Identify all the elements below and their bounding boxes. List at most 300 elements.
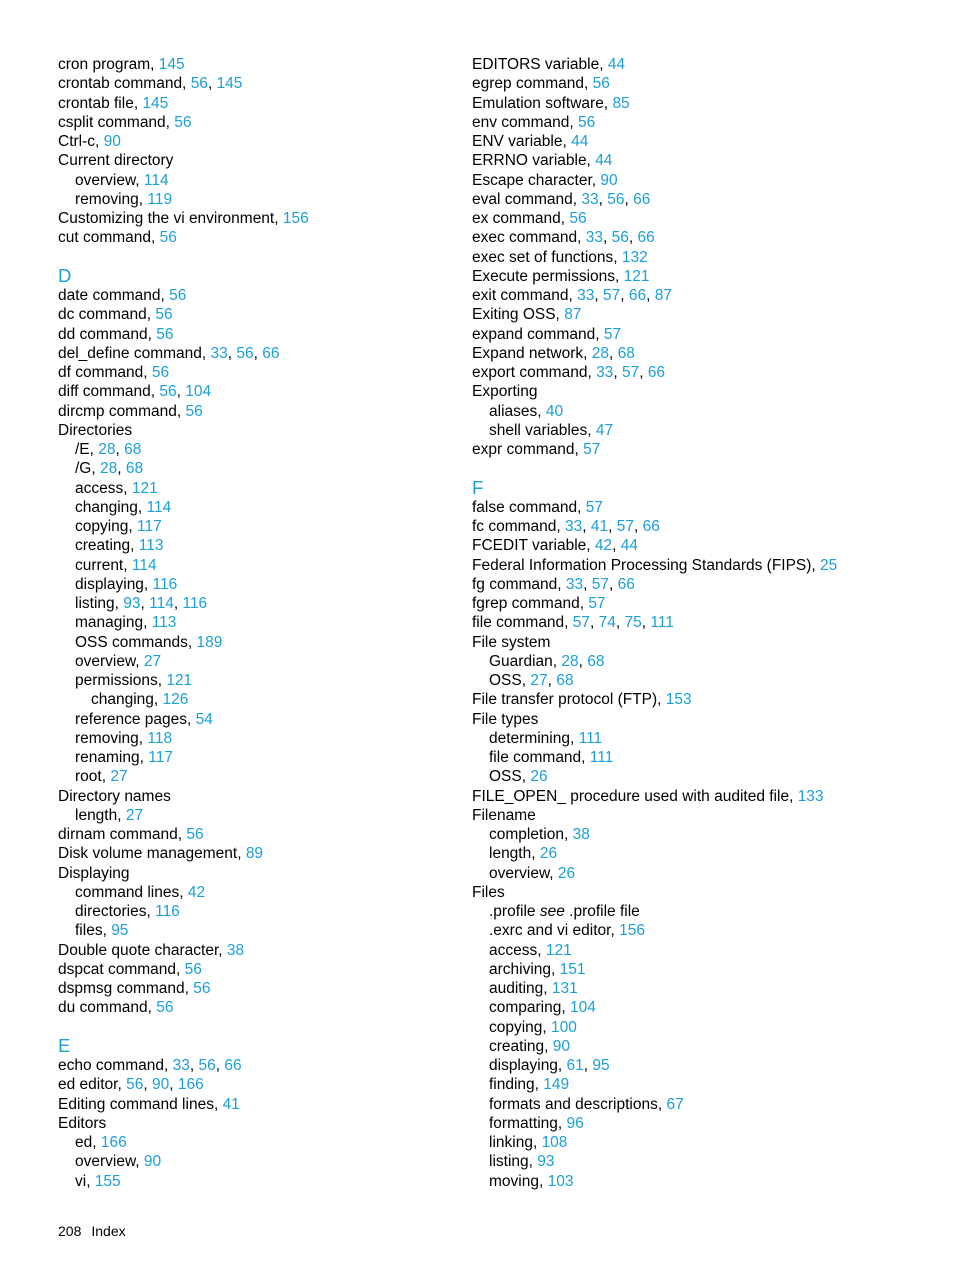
index-term: egrep command,	[472, 75, 593, 93]
page-link[interactable]: 95	[111, 922, 129, 940]
page-link[interactable]: 28	[591, 344, 610, 362]
index-term: env command,	[472, 113, 578, 131]
page-link[interactable]: 56	[569, 210, 587, 227]
page-link[interactable]: 67	[666, 1095, 684, 1113]
page-link[interactable]: 27	[143, 652, 162, 670]
page-separator: ,	[620, 287, 629, 304]
page-link[interactable]: 103	[547, 1172, 574, 1190]
page-link[interactable]: 87	[654, 287, 672, 304]
index-entry	[472, 344, 912, 363]
page-link[interactable]: 56	[159, 229, 177, 247]
index-entry	[472, 1037, 912, 1056]
index-entry	[472, 94, 912, 113]
page-link[interactable]: 95	[592, 1057, 610, 1074]
index-term: diff command,	[58, 383, 160, 401]
index-term: csplit command,	[58, 113, 175, 131]
index-letter-heading: E	[58, 1035, 71, 1056]
page-link[interactable]: 41	[222, 1095, 240, 1113]
page-separator: ,	[143, 1076, 152, 1094]
page-link[interactable]: 28	[99, 460, 118, 478]
index-term: df command,	[58, 364, 152, 381]
index-term: echo command,	[58, 1057, 173, 1074]
page-link[interactable]: 57	[621, 364, 640, 381]
index-entry	[58, 94, 478, 113]
page-separator: ,	[628, 229, 638, 247]
page-separator: ,	[583, 575, 592, 593]
index-entry	[472, 286, 912, 305]
page-link[interactable]: 33	[172, 1057, 190, 1074]
index-term: Exporting	[472, 383, 538, 401]
index-entry	[58, 344, 478, 363]
page-link[interactable]: 56	[236, 344, 254, 362]
page-link[interactable]: 57	[591, 575, 610, 593]
index-entry	[58, 825, 478, 844]
index-term: Filename	[472, 806, 536, 824]
index-entry	[58, 440, 478, 459]
index-entry	[472, 382, 912, 401]
page-link[interactable]: 56	[611, 229, 629, 247]
index-entry	[472, 556, 912, 575]
page-link[interactable]: 40	[545, 402, 564, 420]
page-separator: ,	[639, 364, 648, 381]
index-entry	[58, 633, 478, 652]
page-link[interactable]: 114	[146, 498, 172, 516]
page-link[interactable]: 121	[545, 941, 572, 959]
page-link[interactable]: 26	[557, 864, 576, 882]
page-number: 208	[58, 1223, 82, 1239]
page-link[interactable]: 56	[169, 287, 187, 304]
index-entry	[472, 421, 912, 440]
index-term: archiving,	[489, 960, 560, 978]
page-link[interactable]: 56	[151, 364, 170, 381]
page-link[interactable]: 33	[565, 575, 584, 593]
page-link[interactable]: 56	[174, 113, 192, 131]
page-link[interactable]: 57	[616, 518, 635, 535]
page-link[interactable]: 44	[571, 133, 589, 150]
page-separator: ,	[594, 287, 603, 304]
index-term: FILE_OPEN_ procedure used with audited file,	[472, 787, 798, 805]
page-link[interactable]: 57	[602, 287, 621, 304]
index-term: exec command,	[472, 229, 586, 247]
page-link[interactable]: 66	[262, 344, 280, 362]
index-term: shell variables,	[489, 421, 596, 439]
index-term: moving,	[489, 1172, 548, 1190]
page-link[interactable]: 114	[149, 595, 174, 612]
index-term: removing,	[75, 190, 148, 208]
page-link[interactable]: 121	[131, 479, 158, 497]
page-link[interactable]: 116	[155, 903, 180, 920]
index-term: expand command,	[472, 325, 604, 343]
index-term: fc command,	[472, 518, 566, 535]
index-term: reference pages,	[75, 710, 196, 728]
page-link[interactable]: 56	[607, 190, 625, 208]
index-term: Files	[472, 883, 505, 901]
see-reference: see	[539, 903, 565, 920]
index-entry	[58, 286, 478, 305]
index-term: dircmp command,	[58, 402, 186, 420]
page-link[interactable]: 27	[530, 672, 548, 689]
index-entry	[58, 209, 478, 228]
page-separator: ,	[613, 364, 622, 381]
index-term: finding,	[489, 1076, 544, 1094]
index-term: Double quote character,	[58, 941, 227, 959]
index-term: Current directory	[58, 152, 174, 170]
page-link[interactable]: 90	[552, 1037, 571, 1055]
page-link[interactable]: 66	[647, 364, 666, 381]
index-term: Disk volume management,	[58, 845, 246, 863]
page-link[interactable]: 54	[195, 710, 213, 728]
index-entry	[472, 941, 912, 960]
page-link[interactable]: 145	[158, 56, 185, 73]
page-link[interactable]: 145	[216, 75, 243, 93]
page-link[interactable]: 118	[147, 729, 173, 747]
page-link[interactable]: 116	[152, 575, 178, 593]
page-link[interactable]: 56	[185, 402, 203, 420]
index-entry	[58, 883, 478, 902]
index-term: creating,	[489, 1037, 553, 1055]
index-term: FCEDIT variable,	[472, 537, 595, 555]
index-entry	[58, 787, 478, 806]
page-link[interactable]: 33	[565, 518, 583, 535]
page-link[interactable]: 42	[594, 537, 613, 555]
index-term: dd command,	[58, 325, 157, 343]
index-term: overview,	[75, 652, 144, 670]
index-term: ex command,	[472, 210, 570, 227]
index-entry	[58, 960, 478, 979]
page-link[interactable]: 111	[589, 749, 614, 766]
page-link[interactable]: 44	[620, 537, 639, 555]
index-term: dspmsg command,	[58, 980, 194, 997]
index-entry	[472, 1114, 912, 1133]
index-entry	[58, 498, 478, 517]
page-link[interactable]: 61	[566, 1057, 584, 1074]
index-term: export command,	[472, 364, 597, 381]
page-link[interactable]: 41	[590, 518, 609, 535]
index-term: ERRNO variable,	[472, 152, 596, 170]
index-entry	[58, 979, 478, 998]
page-link[interactable]: 56	[190, 75, 208, 93]
page-separator: ,	[609, 575, 618, 593]
see-target: .profile file	[564, 903, 640, 920]
index-entry	[472, 151, 912, 170]
index-term: .profile	[489, 903, 540, 920]
index-entry	[472, 1056, 912, 1075]
index-term: false command,	[472, 498, 586, 516]
page-link[interactable]: 96	[566, 1114, 584, 1132]
page-link[interactable]: 90	[151, 1076, 170, 1094]
page-link[interactable]: 56	[155, 306, 173, 324]
page-link[interactable]: 85	[612, 94, 630, 112]
page-separator: ,	[176, 383, 186, 401]
index-term: cron program,	[58, 56, 159, 73]
index-entry	[58, 55, 478, 74]
index-entry	[472, 864, 912, 883]
page-link[interactable]: 113	[138, 537, 164, 555]
index-entry	[472, 690, 912, 709]
page-link[interactable]: 90	[600, 171, 618, 189]
index-term: vi,	[75, 1172, 95, 1190]
index-term: Guardian,	[489, 652, 562, 670]
index-entry	[472, 1095, 912, 1114]
index-entry	[472, 883, 912, 902]
page-link[interactable]: 68	[124, 441, 142, 458]
page-link[interactable]: 156	[619, 922, 645, 940]
index-term: comparing,	[489, 999, 570, 1017]
page-separator: ,	[215, 1057, 225, 1074]
page-link[interactable]: 145	[142, 94, 169, 112]
page-link[interactable]: 166	[177, 1076, 204, 1094]
index-term: cut command,	[58, 229, 160, 247]
page-link[interactable]: 44	[607, 56, 626, 73]
index-entry	[472, 248, 912, 267]
index-entry	[472, 825, 912, 844]
index-term: auditing,	[489, 980, 552, 997]
page-link[interactable]: 108	[541, 1134, 568, 1151]
index-term: EDITORS variable,	[472, 56, 608, 73]
index-entry	[472, 190, 912, 209]
index-entry	[472, 55, 912, 74]
page-link[interactable]: 44	[595, 152, 613, 170]
page-link[interactable]: 151	[559, 960, 586, 978]
index-entry	[58, 613, 478, 632]
index-entry	[58, 998, 478, 1017]
page-link[interactable]: 121	[166, 672, 193, 689]
page-link[interactable]: 132	[621, 248, 648, 266]
page-link[interactable]: 74	[598, 614, 616, 632]
page-link[interactable]: 189	[196, 633, 223, 651]
page-link[interactable]: 33	[581, 190, 599, 208]
page-link[interactable]: 149	[543, 1076, 570, 1094]
index-term: creating,	[75, 537, 139, 555]
index-term: Displaying	[58, 864, 130, 882]
page-link[interactable]: 56	[592, 75, 610, 93]
page-link[interactable]: 33	[210, 344, 228, 362]
page-link[interactable]: 66	[642, 518, 660, 535]
page-separator: ,	[115, 441, 125, 458]
index-term: fgrep command,	[472, 595, 589, 612]
index-term: listing,	[75, 595, 124, 612]
index-term: renaming,	[75, 749, 149, 766]
index-term: dc command,	[58, 306, 156, 324]
page-link[interactable]: 56	[156, 325, 174, 343]
index-entry	[58, 382, 478, 401]
page-link[interactable]: 87	[564, 306, 582, 324]
index-column-left	[58, 55, 478, 1191]
page-link[interactable]: 75	[624, 614, 642, 632]
page-link[interactable]: 104	[185, 383, 212, 401]
index-term: access,	[75, 479, 132, 497]
page-link[interactable]: 33	[596, 364, 614, 381]
page-link[interactable]: 57	[572, 614, 591, 632]
index-term: du command,	[58, 999, 157, 1017]
index-term: managing,	[75, 614, 152, 632]
index-entry	[58, 1172, 478, 1191]
index-term: Customizing the vi environment,	[58, 210, 283, 227]
page-link[interactable]: 68	[617, 344, 635, 362]
index-term: directories,	[75, 903, 156, 920]
index-term: changing,	[75, 498, 147, 516]
page-link[interactable]: 68	[587, 652, 605, 670]
page-link[interactable]: 56	[193, 980, 211, 997]
index-entry	[58, 325, 478, 344]
page-link[interactable]: 56	[184, 960, 202, 978]
page-link[interactable]: 57	[583, 441, 601, 458]
index-term: file command,	[489, 749, 590, 766]
page-link[interactable]: 133	[797, 787, 824, 805]
index-entry	[472, 1133, 912, 1152]
index-term: Federal Information Processing Standards (FIPS),	[472, 556, 821, 574]
page-separator: ,	[634, 518, 643, 535]
index-entry	[472, 729, 912, 748]
page-footer	[58, 1222, 136, 1240]
index-term: removing,	[75, 729, 148, 747]
index-term: copying,	[75, 518, 138, 535]
index-entry	[58, 729, 478, 748]
page-link[interactable]: 111	[650, 614, 674, 632]
index-entry	[58, 748, 478, 767]
page-separator: ,	[173, 595, 183, 612]
page-link[interactable]: 66	[637, 229, 655, 247]
index-entry	[472, 902, 912, 921]
index-entry	[58, 228, 478, 247]
index-term: length,	[75, 806, 126, 824]
index-entry	[58, 671, 478, 690]
page-link[interactable]: 56	[198, 1057, 216, 1074]
index-entry	[472, 671, 912, 690]
page-link[interactable]: 90	[143, 1153, 162, 1171]
index-entry	[472, 440, 912, 459]
page-separator: ,	[140, 595, 150, 612]
page-link[interactable]: 66	[633, 190, 651, 208]
page-link[interactable]: 33	[577, 287, 595, 304]
page-link[interactable]: 56	[126, 1076, 144, 1094]
index-entry	[472, 652, 912, 671]
page-link[interactable]: 57	[588, 595, 606, 612]
index-entry	[58, 151, 478, 170]
page-link[interactable]: 93	[537, 1153, 555, 1171]
index-entry	[58, 363, 478, 382]
index-term: eval command,	[472, 190, 582, 208]
page-separator: ,	[612, 537, 621, 555]
page-link[interactable]: 104	[569, 999, 596, 1017]
index-entry	[472, 575, 912, 594]
page-link[interactable]: 126	[162, 691, 189, 709]
index-entry	[472, 498, 912, 517]
page-link[interactable]: 90	[103, 133, 121, 150]
index-entry	[58, 902, 478, 921]
page-link[interactable]: 33	[585, 229, 603, 247]
page-link[interactable]: 28	[98, 441, 116, 458]
index-term: Exiting OSS,	[472, 306, 565, 324]
page-link[interactable]: 27	[125, 806, 144, 824]
page-separator: ,	[608, 518, 617, 535]
index-entry	[472, 305, 912, 324]
page-link[interactable]: 156	[282, 210, 309, 227]
index-entry	[472, 921, 912, 940]
page-link[interactable]: 117	[137, 518, 162, 535]
index-term: determining,	[489, 729, 579, 747]
page-link[interactable]: 166	[100, 1134, 127, 1151]
page-separator: ,	[602, 229, 612, 247]
index-entry	[58, 74, 478, 93]
page-link[interactable]: 28	[561, 652, 579, 670]
index-entry	[472, 1075, 912, 1094]
page-link[interactable]: 56	[186, 826, 204, 843]
page-link[interactable]: 100	[551, 1018, 577, 1036]
page-link[interactable]: 153	[665, 691, 692, 709]
page-link[interactable]: 56	[156, 999, 174, 1017]
index-term: command lines,	[75, 883, 188, 901]
page-link[interactable]: 131	[551, 980, 578, 997]
index-entry	[472, 806, 912, 825]
page-link[interactable]: 56	[159, 383, 177, 401]
page-link[interactable]: 113	[151, 614, 177, 632]
page-link[interactable]: 68	[556, 672, 574, 689]
index-entry	[472, 228, 912, 247]
page-link[interactable]: 25	[820, 556, 838, 574]
index-entry	[472, 613, 912, 632]
index-term: File system	[472, 633, 551, 651]
page-link[interactable]: 155	[94, 1172, 121, 1190]
page-link[interactable]: 66	[628, 287, 647, 304]
index-term: copying,	[489, 1018, 552, 1036]
page-separator: ,	[189, 1057, 199, 1074]
page-link[interactable]: 38	[226, 941, 245, 959]
index-term: displaying,	[489, 1057, 567, 1074]
page-link[interactable]: 42	[187, 883, 206, 901]
page-link[interactable]: 26	[530, 768, 548, 786]
page-separator: ,	[227, 344, 237, 362]
page-link[interactable]: 66	[224, 1057, 242, 1074]
index-entry	[472, 1152, 912, 1171]
page-separator: ,	[624, 190, 634, 208]
page-link[interactable]: 47	[595, 421, 614, 439]
index-term: exec set of functions,	[472, 248, 622, 266]
page-link[interactable]: 114	[143, 171, 169, 189]
page-link[interactable]: 121	[623, 267, 650, 285]
index-entry	[472, 1018, 912, 1037]
index-term: formatting,	[489, 1114, 567, 1132]
index-term: OSS,	[489, 672, 531, 689]
page-link[interactable]: 89	[245, 845, 264, 863]
index-term: expr command,	[472, 441, 584, 458]
page-separator: ,	[615, 614, 625, 632]
index-entry	[58, 305, 478, 324]
page-link[interactable]: 93	[123, 595, 141, 612]
page-separator: ,	[609, 344, 618, 362]
page-link[interactable]: 119	[147, 190, 173, 208]
index-term: Directory names	[58, 787, 171, 805]
page-link[interactable]: 68	[125, 460, 144, 478]
index-entry	[58, 1095, 478, 1114]
page-link[interactable]: 116	[182, 595, 208, 612]
page-link[interactable]: 57	[585, 498, 603, 516]
index-term: displaying,	[75, 575, 153, 593]
page-link[interactable]: 26	[539, 845, 558, 863]
page-link[interactable]: 56	[577, 113, 596, 131]
page-link[interactable]: 38	[572, 826, 590, 843]
page-link[interactable]: 117	[148, 749, 173, 766]
index-entry	[472, 998, 912, 1017]
page-link[interactable]: 27	[110, 768, 128, 786]
page-link[interactable]: 66	[617, 575, 635, 593]
page-link[interactable]: 57	[603, 325, 622, 343]
page-link[interactable]: 111	[578, 729, 603, 747]
index-entry	[58, 421, 478, 440]
page-link[interactable]: 114	[131, 556, 157, 574]
index-entry	[58, 132, 478, 151]
page-separator: ,	[646, 287, 655, 304]
